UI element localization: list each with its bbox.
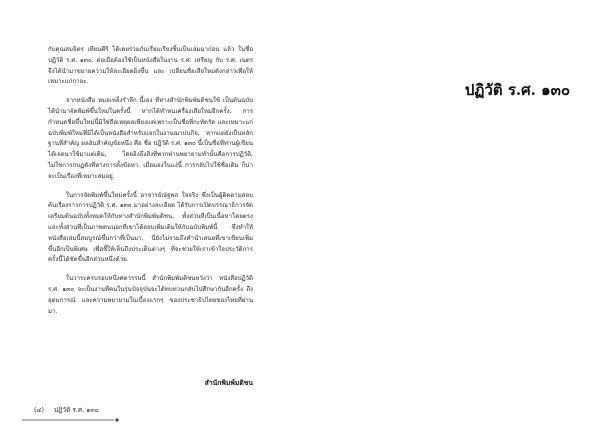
body-text <box>48 45 253 325</box>
page-footer <box>22 405 142 425</box>
paragraph-4: ในวาระครบรอบหนึ่งศตวรรษนี้ สำนักพิมพ์มติชนหวังว่า หนังสือปฏิวัติ ร.ศ. ๑๓๐ จะเป็นงานที่คนในรุ่นปัจจุบันจะได้ทบทวนกลับไปศึกษากันอีกครั้ง ถึงอุดมการณ์ และความพยายามในเบื้องแรกๆ ของประชาธิปไตยของไทยที่ผ่านมา. <box>48 275 253 315</box>
running-title: ปฏิวัติ ร.ศ. ๑๓๐ <box>54 406 99 414</box>
footer-rule-dot <box>115 418 118 421</box>
footer-ornament-rule <box>22 417 122 423</box>
page-number: (๔) <box>34 406 44 414</box>
paragraph-2: จากหนังสือ หมอเหล็งรำลึก นี้เอง ที่ทางสำนักพิมพ์มติชนใช้ เป็นต้นฉบับได้นำมาจัดพิมพ์ขึ้นใหม่ในครั้งนี้ หากได้ทำหนเครื่องเสียใหม่อีกครั้ง, การกำหนดชื่อขึ้นใหม่นี้มิใช่ถือเหตุผลเพียงแค่เพราะเป็นชื่อที่กะทัดรัด และเหมาะแก่ฉบับพิมพ์ใหม่ที่มิได้เป็นหนังสือสำหรับแจกในงานฌาปนกิจ, หากแต่ยังเป็นหลักฐานที่สำคัญ ผลอันสำคัญข้อหนึ่ง คือ ชื่อ ปฏิวัติ ร.ศ. ๑๓๐ นี้เป็นชื่อที่ท่านผู้เขียนได้เจตนาใช้มาแต่เดิม, โดยอิงถึงสิ่งที่พวกท่านพยายามทำนั้นคือการปฏิวัติ, ไม่ใช่การกบฏดังที่ทางการตั้งข้อหา. เมื่อมองในแง่นี้ การกลับไปใช้ชื่อเดิม ก็น่าจะเป็นเรื่องที่เหมาะสมอยู่. <box>48 97 253 180</box>
paragraph-3: ในการจัดพิมพ์ขึ้นใหม่ครั้งนี้ อาจารย์ณัฐพล ใจจริง ซึ่งเป็นผู้ติดตามสอบค้นเรื่องราวการปฏิวัติ ร.ศ. ๑๓๐ มาอย่างละเอียด ได้รับการเปิดบรรณาธิการจัดเตรียมต้นฉบับทั้งหมดให้กับทางสำนักพิมพ์มติชน, ทั้งส่วนที่เป็นเนื้อหาโดยตรงและทั้งส่วนที่เป็นภาพคนนอกที่เขาได้สอบเพิ่มเติมให้กับฉบับพิมพ์นี้ ซึ่งทำให้หนังสือเล่มนี้สมบูรณ์ขึ้นกว่าที่เป็นมา, นี่ยังไม่รวมถึงคำนำเสนอที่เขาเขียนเพิ่มขึ้นอีกเป็นพิเศษ เพื่อชี้ให้เห็นถึงประเด็นต่างๆ ที่จะช่วยให้เราเข้าใจประวัติการครั้งนี้ได้ชัดขึ้นอีกส่วนหนึ่งด้วย. <box>48 191 253 264</box>
chapter-title: ปฏิวัติ ร.ศ. ๑๓๐ <box>464 81 570 99</box>
publisher-signature: สำนักพิมพ์มติชน <box>204 379 253 387</box>
paragraph-1: กับคุณสมจิตร เทียนศิริ ได้เคยร่วมกันเรียบเรียงชิ้นเป็นเล่มมาก่อน แล้ว ในชื่อ ปฏิวัติ ร.ศ. ๑๓๐. ต่อเมื่อต้องใช้เป็นหนังสือในงาน ร.ศ. เหรียญ กับ ร.ศ. เนตร จึงได้นำมาขยายความให้ละเอียดยิ่งขึ้น และ เปลี่ยนชื่อเสียใหม่ดังกล่าวเพื่อให้เหมาะแก่กาละ. <box>48 46 253 86</box>
